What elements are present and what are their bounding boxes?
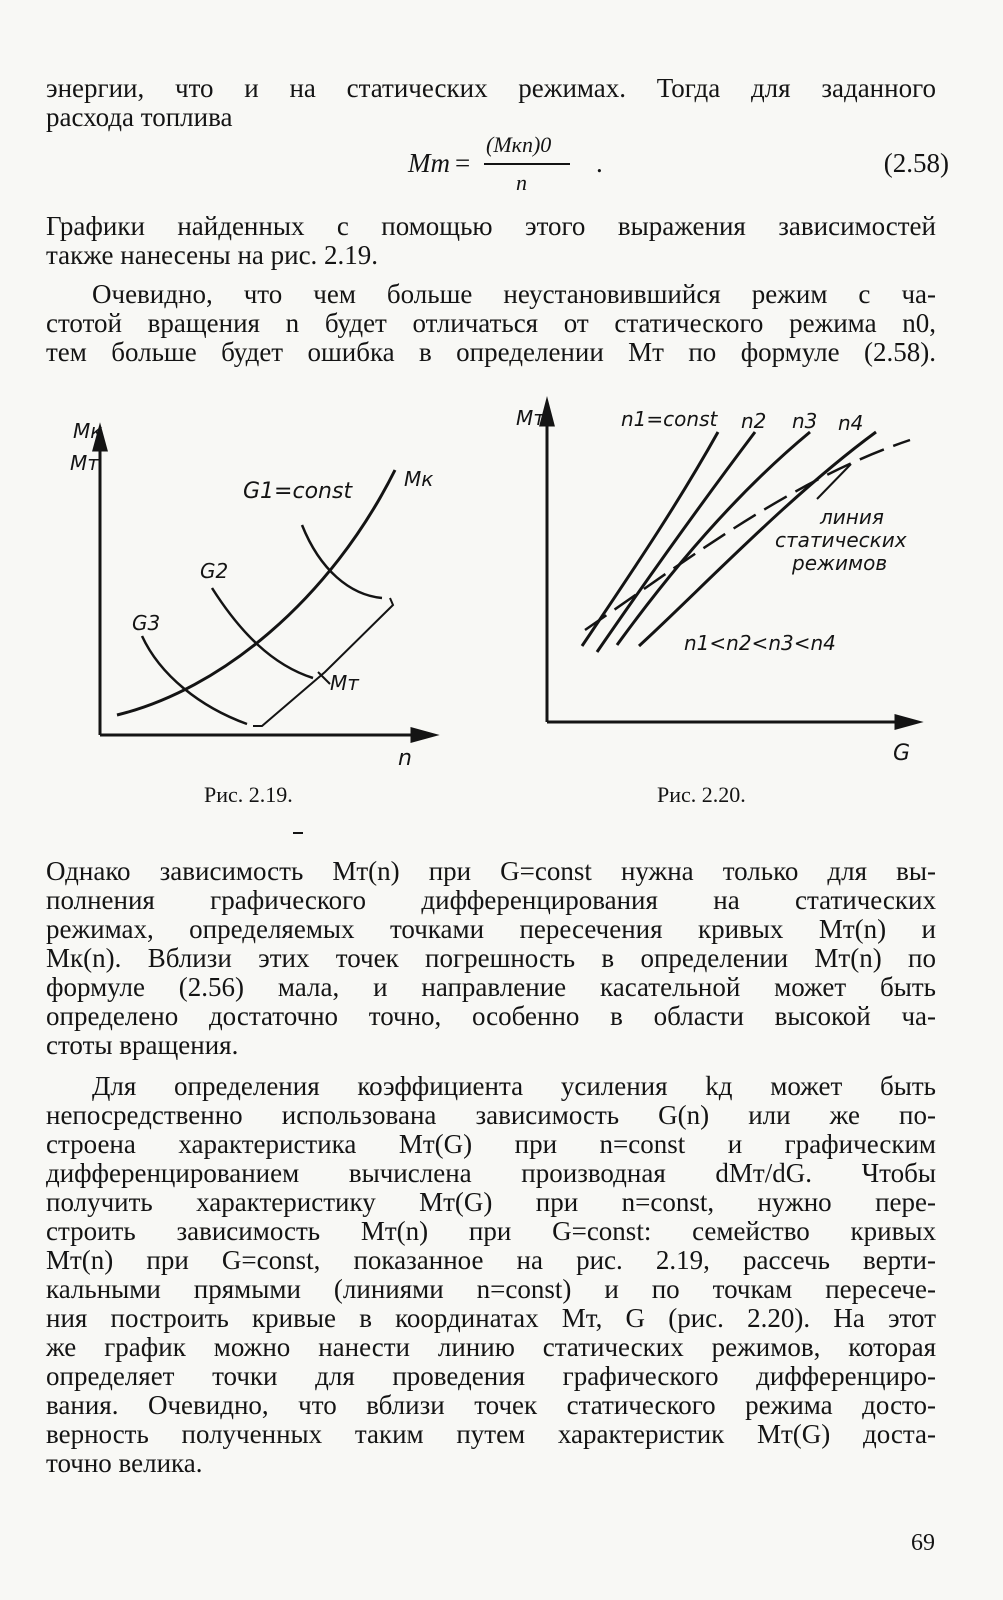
fig1-y-label-bottom: Mт bbox=[70, 451, 99, 475]
fig2-x-label: G bbox=[893, 741, 911, 766]
fig2-label-n1: n1=const bbox=[621, 407, 718, 431]
fig2-label-n3: n3 bbox=[792, 409, 818, 433]
text-line: ния построить кривые в координатах Mт, G (рис. 2.20). На этот bbox=[46, 1303, 936, 1333]
text-line: режимах, определяемых точками пересечения кривых Mт(n) и bbox=[46, 914, 936, 944]
fig2-label-static-3: режимов bbox=[792, 551, 888, 575]
fig1-label-g1: G1=const bbox=[243, 479, 353, 504]
fig1-label-mt: Mт bbox=[330, 671, 359, 695]
text-line: точно велика. bbox=[46, 1448, 203, 1478]
text-line: Mк(n). Вблизи этих точек погрешность в определении Mт(n) по bbox=[46, 943, 936, 973]
text-line: стоты вращения. bbox=[46, 1030, 239, 1060]
text-line: стотой вращения n будет отличаться от статического режима n0, bbox=[46, 308, 936, 338]
text-line: строена характеристика Mт(G) при n=const и графическим bbox=[46, 1129, 936, 1159]
figure-caption-2-19: Рис. 2.19. bbox=[204, 782, 293, 807]
fig2-static-pointer bbox=[817, 464, 851, 499]
formula-numerator: (Mкn)0 bbox=[486, 132, 552, 157]
text-line: энергии, что и на статических режимах. Тогда для заданного bbox=[46, 73, 936, 103]
text-line: определяет точки для проведения графического дифференциро- bbox=[46, 1361, 936, 1391]
equation-number: (2.58) bbox=[883, 148, 949, 178]
formula-lhs: Mт bbox=[408, 148, 450, 178]
text-line: непосредственно использована зависимость G(n) или же по- bbox=[46, 1100, 936, 1130]
text-line: расхода топлива bbox=[46, 102, 233, 132]
text-line: также нанесены на рис. 2.19. bbox=[46, 240, 379, 270]
text-line: Однако зависимость Mт(n) при G=const нужна только для вы- bbox=[46, 856, 936, 886]
formula-denominator: n bbox=[516, 170, 527, 195]
fig2-label-static-2: статических bbox=[775, 528, 907, 552]
fig1-y-label-top: Mк bbox=[73, 419, 103, 443]
fig2-label-inequality: n1<n2<n3<n4 bbox=[684, 631, 836, 655]
formula-equals: = bbox=[455, 148, 471, 178]
text-line: строить зависимость Mт(n) при G=const: семейство кривых bbox=[46, 1216, 936, 1246]
text-line: же график можно нанести линию статических режимов, которая bbox=[46, 1332, 936, 1362]
text-line: получить характеристику Mт(G) при n=const, нужно пере- bbox=[46, 1187, 936, 1217]
fig1-label-g2: G2 bbox=[200, 559, 229, 583]
fig1-label-g3: G3 bbox=[132, 611, 161, 635]
text-line: вания. Очевидно, что вблизи точек статического режима досто- bbox=[46, 1390, 936, 1420]
text-line: полнения графического дифференцирования на статических bbox=[46, 885, 936, 915]
text-line: Для определения коэффициента усиления kд может быть bbox=[92, 1071, 936, 1101]
text-line: формуле (2.56) мала, и направление касательной может быть bbox=[46, 972, 936, 1002]
fig2-n2-curve bbox=[597, 432, 755, 652]
page-number: 69 bbox=[911, 1530, 935, 1556]
text-line: Графики найденных с помощью этого выражения зависимостей bbox=[46, 211, 936, 241]
fig2-x-arrow bbox=[896, 716, 918, 728]
fig2-label-n2: n2 bbox=[741, 409, 767, 433]
decorative-dash bbox=[293, 832, 303, 834]
text-line: верность полученных таким путем характеристик Mт(G) доста- bbox=[46, 1419, 936, 1449]
fig2-n1-curve bbox=[582, 432, 718, 646]
fig1-label-mk: Mк bbox=[404, 467, 434, 491]
text-line: тем больше будет ошибка в определении Mт по формуле (2.58). bbox=[46, 337, 936, 367]
text-line: дифференцированием вычислена производная dMт/dG. Чтобы bbox=[46, 1158, 936, 1188]
fig1-x-label: n bbox=[398, 746, 412, 771]
formula-period: . bbox=[596, 148, 603, 178]
text-line: Очевидно, что чем больше неустановившийся режим с ча- bbox=[92, 279, 936, 309]
figure-caption-2-20: Рис. 2.20. bbox=[657, 782, 746, 807]
paragraph-4 bbox=[46, 1072, 936, 1478]
text-line: определено достаточно точно, особенно в области высокой ча- bbox=[46, 1001, 936, 1031]
text-line: кальными прямыми (линиями n=const) и по точкам пересече- bbox=[46, 1274, 936, 1304]
paragraph-3 bbox=[46, 857, 936, 1060]
text-line: Mт(n) при G=const, показанное на рис. 2.19, рассечь верти- bbox=[46, 1245, 936, 1275]
fig2-y-label: Mт bbox=[516, 406, 545, 430]
fig2-label-n4: n4 bbox=[838, 411, 864, 435]
fig2-label-static-1: линия bbox=[820, 505, 884, 529]
